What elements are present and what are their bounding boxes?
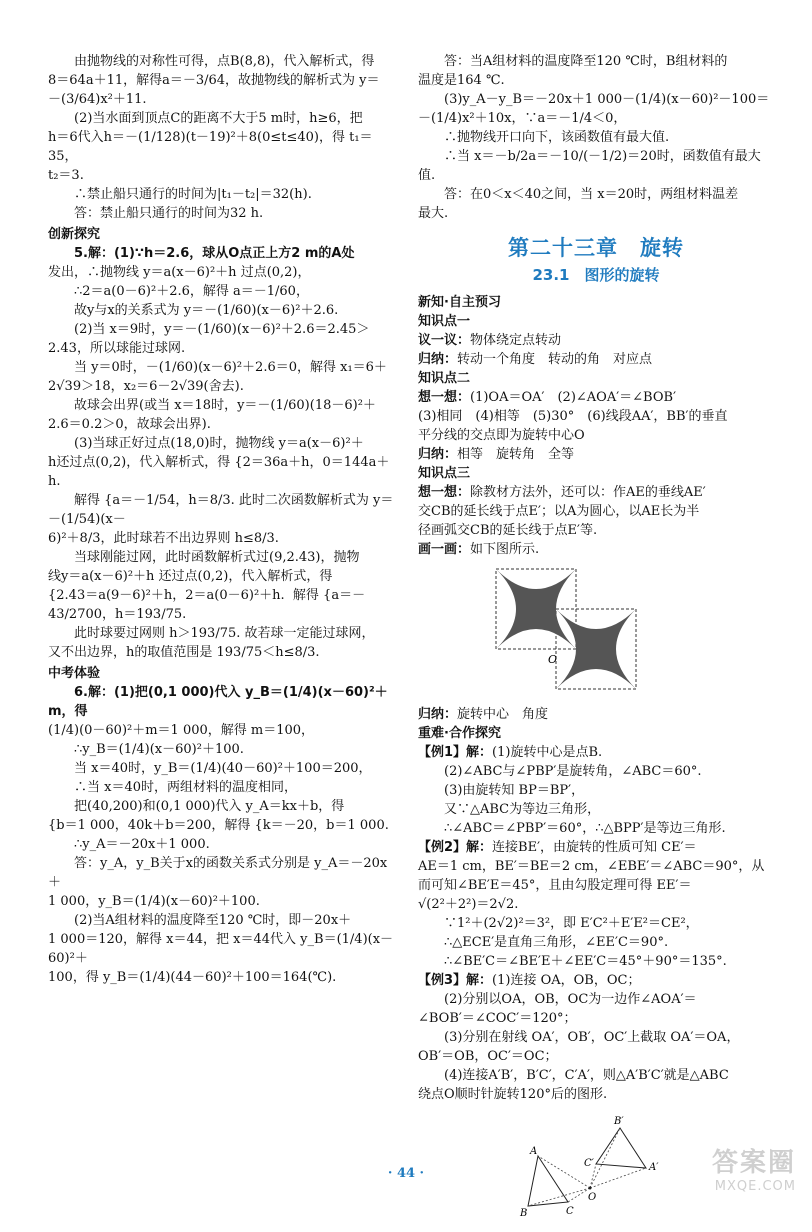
left-line: h还过点(0,2)，代入解析式，得 {2＝36a＋h，0＝144a＋h. [48, 455, 390, 489]
left-line: 当球刚能过网，此时函数解析式过(9,2.43)，抛物 [74, 550, 360, 565]
right-mid-line: 平分线的交点即为旋转中心O [418, 428, 585, 443]
left-line: ∴y_B＝(1/4)(x－60)²＋100. [74, 742, 244, 757]
right-bottom-line: (2)分别以OA，OB，OC为一边作∠AOA′＝ [444, 992, 697, 1007]
right-mid-line: (3)相同 (4)相等 (5)30° (6)线段AA′，BB′的垂直 [418, 409, 728, 424]
line-text: 连接BE′，由旋转的性质可知 CE′＝ [492, 840, 697, 855]
left-line: 故y与x的关系式为 y＝－(1/60)(x－6)²＋2.6. [74, 303, 339, 318]
right-bottom-line: (3)由旋转知 BP＝BP′， [444, 783, 585, 798]
left-line: h＝6代入h＝－(1/128)(t－19)²＋8(0≤t≤40)，得 t₁＝35， [48, 130, 373, 164]
line-text: 相等 旋转角 全等 [457, 447, 575, 462]
line-text: 旋转中心 角度 [457, 707, 549, 722]
right-bottom-line: 而可知∠BE′E＝45°，且由勾股定理可得 EE′＝ [418, 878, 692, 893]
label-c1: C′ [584, 1158, 594, 1169]
left-line: 当 x＝40时，y_B＝(1/4)(40－60)²＋100＝200， [74, 761, 372, 776]
label-a1: A′ [649, 1162, 659, 1173]
right-column [418, 52, 774, 1232]
left-line: (1/4)(0－60)²＋m＝1 000，解得 m＝100， [48, 723, 315, 738]
label-o: O [548, 653, 558, 666]
inline-heading: 【例3】解： [418, 973, 493, 988]
label-b: B [520, 1208, 528, 1219]
right-bottom-line: √(2²＋2²)＝2√2. [418, 897, 519, 912]
right-mid-line [418, 540, 774, 559]
right-mid-line [418, 388, 774, 407]
right-top-line: 答：当A组材料的温度降至120 ℃时，B组材料的 [444, 54, 728, 69]
left-line: 6)²＋8/3，此时球若不出边界则 h≤8/3. [48, 531, 279, 546]
right-bottom-line: ∴∠ABC＝∠PBP′＝60°，∴△BPP′是等边三角形. [444, 821, 726, 836]
right-mid-line: 知识点三 [418, 466, 471, 481]
inline-heading: 归纳： [418, 447, 458, 462]
left-line: 当 y＝0时，－(1/60)(x－6)²＋2.6＝0，解得 x₁＝6＋ [74, 360, 387, 375]
inline-heading: 归纳： [418, 352, 458, 367]
right-mid-line: 径画弧交CB的延长线于点E′等. [418, 523, 598, 538]
left-line: 此时球要过网则 h＞193/75. 故若球一定能过球网， [74, 626, 375, 641]
right-bottom-line: 又∵△ABC为等边三角形， [444, 802, 601, 817]
right-mid-line [418, 331, 774, 350]
left-line: 答：y_A，y_B关于x的函数关系式分别是 y_A＝－20x＋ [48, 856, 388, 890]
right-bottom-line: (2)∠ABC与∠PBP′是旋转角，∠ABC＝60°. [444, 764, 702, 779]
left-line: (2)当 x＝9时，y＝－(1/60)(x－6)²＋2.6＝2.45＞ [74, 322, 370, 337]
watermark-url: MXQE.COM [714, 1179, 796, 1194]
right-mid-line: 知识点一 [418, 314, 471, 329]
left-line: 创新探究 [48, 227, 101, 242]
triangle-abc [528, 1156, 568, 1206]
left-line: 1 000，y_B＝(1/4)(x－60)²＋100. [48, 894, 260, 909]
right-bottom-line [418, 838, 774, 857]
right-top-line: ∴抛物线开口向下，该函数值有最大值. [444, 130, 670, 145]
left-line: 由抛物线的对称性可得，点B(8,8)，代入解析式，得 [74, 54, 375, 69]
left-line: 线y＝a(x－6)²＋h 还过点(0,2)，代入解析式，得 [48, 569, 333, 584]
left-line: ∴当 x＝40时，两组材料的温度相同， [74, 780, 298, 795]
right-mid-line: 知识点二 [418, 371, 471, 386]
right-bottom-line: ∴∠BE′C＝∠BE′E＋∠EE′C＝45°＋90°＝135°. [444, 954, 727, 969]
left-line: －(3/64)x²＋11. [48, 92, 147, 107]
line-text: 转动一个角度 转动的角 对应点 [457, 352, 653, 367]
right-top-line: －(1/4)x²＋10x，∵a＝－1/4＜0， [418, 111, 627, 126]
star-rotation-diagram [486, 565, 666, 693]
left-line: 6.解：(1)把(0,1 000)代入 y_B＝(1/4)(x－60)²＋m，得 [48, 685, 388, 719]
left-line: 答：禁止船只通行的时间为32 h. [74, 206, 264, 221]
left-line: (2)当水面到顶点C的距离不大于5 m时，h≥6，把 [74, 111, 363, 126]
site-watermark [712, 1142, 796, 1194]
right-bottom-line: (4)连接A′B′，B′C′，C′A′，则△A′B′C′就是△ABC [444, 1068, 729, 1083]
right-bottom-line: (3)分别在射线 OA′，OB′，OC′上截取 OA′＝OA， [444, 1030, 740, 1045]
label-a: A [530, 1146, 538, 1157]
inline-heading: 议一议： [418, 333, 471, 348]
left-line: 解得 {a＝－1/54，h＝8/3. 此时二次函数解析式为 y＝－(1/54)(x－ [48, 493, 394, 527]
right-top-line: (3)y_A－y_B＝－20x＋1 000－(1/4)(x－60)²－100＝ [444, 92, 770, 107]
triangle-abc-rotated [596, 1128, 646, 1168]
right-top-line: 答：在0＜x＜40之间，当 x＝20时，两组材料温差 [444, 187, 739, 202]
line-text: (1)OA＝OA′ (2)∠AOA′＝∠BOB′ [470, 390, 677, 405]
inline-heading: 想一想： [418, 485, 471, 500]
inline-heading: 【例1】解： [418, 745, 493, 760]
label-o2: O [588, 1192, 597, 1203]
inline-heading: 画一画： [418, 542, 471, 557]
label-c: C [566, 1206, 574, 1217]
left-line: ∴禁止船只通行的时间为|t₁－t₂|＝32(h). [74, 187, 312, 202]
left-line: 8＝64a＋11，解得a＝－3/64，故抛物线的解析式为 y＝ [48, 73, 380, 88]
line-text: 除教材方法外，还可以：作AE的垂线AE′ [470, 485, 706, 500]
left-line: 5.解：(1)∵h＝2.6，球从O点正上方2 m的A处 [74, 246, 355, 261]
right-mid-line: 交CB的延长线于点E′；以A为圆心，以AE长为半 [418, 504, 700, 519]
right-top-line: ∴当 x＝－b/2a＝－10/(－1/2)＝20时，函数值有最大值. [418, 149, 761, 183]
label-b1: B′ [614, 1116, 624, 1127]
right-bottom-text [418, 705, 774, 1104]
inline-heading: 想一想： [418, 390, 471, 405]
point-o [589, 1187, 592, 1190]
right-bottom-line [418, 971, 774, 990]
left-line: 2.6＝0.2＞0，故球会出界). [48, 417, 211, 432]
left-line: 1 000＝120，解得 x＝44，把 x＝44代入 y_B＝(1/4)(x－60)²＋ [48, 932, 394, 966]
rotation-figure [418, 565, 774, 699]
left-line: 故球会出界(或当 x＝18时，y＝－(1/60)(18－6)²＋ [74, 398, 376, 413]
right-mid-line: 新知·自主预习 [418, 295, 501, 310]
right-bottom-line: 重难·合作探究 [418, 726, 501, 741]
right-bottom-line: OB′＝OB，OC′＝OC； [418, 1049, 558, 1064]
right-mid-line [418, 350, 774, 369]
left-line: {b＝1 000，40k＋b＝200，解得 {k＝－20，b＝1 000. [48, 818, 389, 833]
left-line: 发出，∴抛物线 y＝a(x－6)²＋h 过点(0,2)， [48, 265, 311, 280]
right-bottom-line: AE＝1 cm，BE′＝BE＝2 cm，∠EBE′＝∠ABC＝90°，从 [418, 859, 765, 874]
page-number: · 44 · [387, 1166, 425, 1181]
right-top-line: 最大. [418, 206, 449, 221]
left-line: 中考体验 [48, 666, 101, 681]
left-line: (2)当A组材料的温度降至120 ℃时，即－20x＋ [74, 913, 352, 928]
chapter-title: 第二十三章 旋转 [508, 236, 684, 260]
right-bottom-line: 绕点O顺时针旋转120°后的图形. [418, 1087, 608, 1102]
right-top-text [418, 52, 774, 223]
left-line: 100，得 y_B＝(1/4)(44－60)²＋100＝164(℃). [48, 970, 337, 985]
left-line: 2√39＞18，x₂＝6－2√39(舍去). [48, 379, 244, 394]
left-line: 又不出边界，h的取值范围是 193/75＜h≤8/3. [48, 645, 320, 660]
right-bottom-line: ∴△ECE′是直角三角形，∠EE′C＝90°. [444, 935, 669, 950]
section-title: 23.1 图形的旋转 [532, 266, 660, 284]
right-top-line: 温度是164 ℃. [418, 73, 505, 88]
line-text: 如下图所示. [470, 542, 540, 557]
line-text: 物体绕定点转动 [470, 333, 562, 348]
right-mid-line [418, 445, 774, 464]
left-line: ∴y_A＝－20x＋1 000. [74, 837, 210, 852]
inline-heading: 归纳： [418, 707, 458, 722]
inline-heading: 【例2】解： [418, 840, 493, 855]
right-mid-text [418, 293, 774, 559]
line-text: (1)连接 OA，OB，OC； [492, 973, 641, 988]
left-line: 2.43，所以球能过球网. [48, 341, 186, 356]
left-column [48, 52, 398, 987]
left-line: ∴2＝a(0－6)²＋2.6，解得 a＝－1/60， [74, 284, 309, 299]
right-bottom-line: ∠BOB′＝∠COC′＝120°； [418, 1011, 577, 1026]
right-bottom-line [418, 705, 774, 724]
right-bottom-line [418, 743, 774, 762]
left-line: t₂＝3. [48, 168, 84, 183]
watermark-logo: 答案圈 [711, 1148, 796, 1178]
left-line: {2.43＝a(9－6)²＋h，2＝a(0－6)²＋h. 解得 {a＝－43/2700，h＝193/75. [48, 588, 366, 622]
left-line: 把(40,200)和(0,1 000)代入 y_A＝kx＋b，得 [74, 799, 345, 814]
right-bottom-line: ∵1²＋(2√2)²＝3²，即 E′C²＋E′E²＝CE²， [444, 916, 699, 931]
left-line: (3)当球正好过点(18,0)时，抛物线 y＝a(x－6)²＋ [74, 436, 364, 451]
line-text: (1)旋转中心是点B. [492, 745, 603, 760]
right-mid-line [418, 483, 774, 502]
triangle-rotation-diagram [518, 1110, 678, 1220]
